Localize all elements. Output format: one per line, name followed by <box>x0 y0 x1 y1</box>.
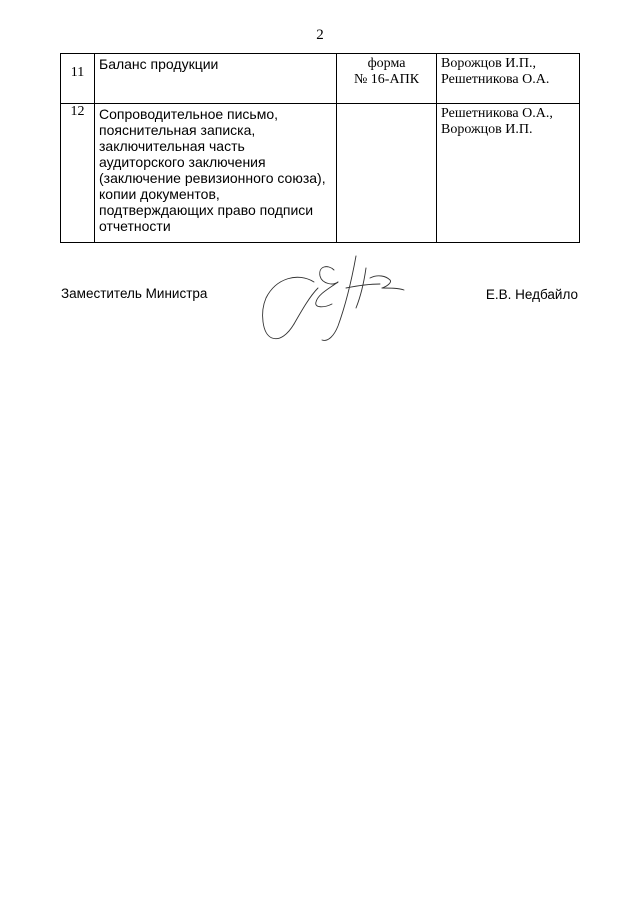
row-number: 11 <box>61 54 95 104</box>
document-name-line: копии документов, <box>99 186 220 202</box>
responsible-cell <box>437 54 580 104</box>
document-name-line: подтверждающих право подписи <box>99 202 314 218</box>
document-name-cell <box>95 54 337 104</box>
responsible-line: Ворожцов И.П. <box>441 122 533 137</box>
table-row <box>61 104 580 243</box>
document-name-line: пояснительная записка, <box>99 122 256 138</box>
form-line: № 16-АПК <box>353 72 420 87</box>
signatory-name: Е.В. Недбайло <box>485 287 578 302</box>
page-number: 2 <box>316 27 324 43</box>
document-name-line: Сопроводительное письмо, <box>99 106 279 122</box>
document-name-line: отчетности <box>99 218 171 234</box>
document-table <box>60 53 580 243</box>
row-number: 12 <box>61 104 95 243</box>
document-name-cell <box>95 104 337 243</box>
handwritten-signature <box>258 248 408 348</box>
form-cell <box>337 104 437 243</box>
document-name-line: Баланс продукции <box>99 56 219 72</box>
document-name-line: заключительная часть <box>99 138 245 154</box>
document-name-line: (заключение ревизионного союза), <box>99 170 326 186</box>
responsible-line: Ворожцов И.П., <box>441 56 536 71</box>
document-name-line: аудиторского заключения <box>99 154 266 170</box>
responsible-line: Решетникова О.А. <box>441 72 550 87</box>
form-line: форма <box>367 56 406 71</box>
table-row <box>61 54 580 104</box>
form-cell <box>337 54 437 104</box>
responsible-line: Решетникова О.А., <box>441 106 553 121</box>
responsible-cell <box>437 104 580 243</box>
signatory-position: Заместитель Министра <box>61 286 208 301</box>
